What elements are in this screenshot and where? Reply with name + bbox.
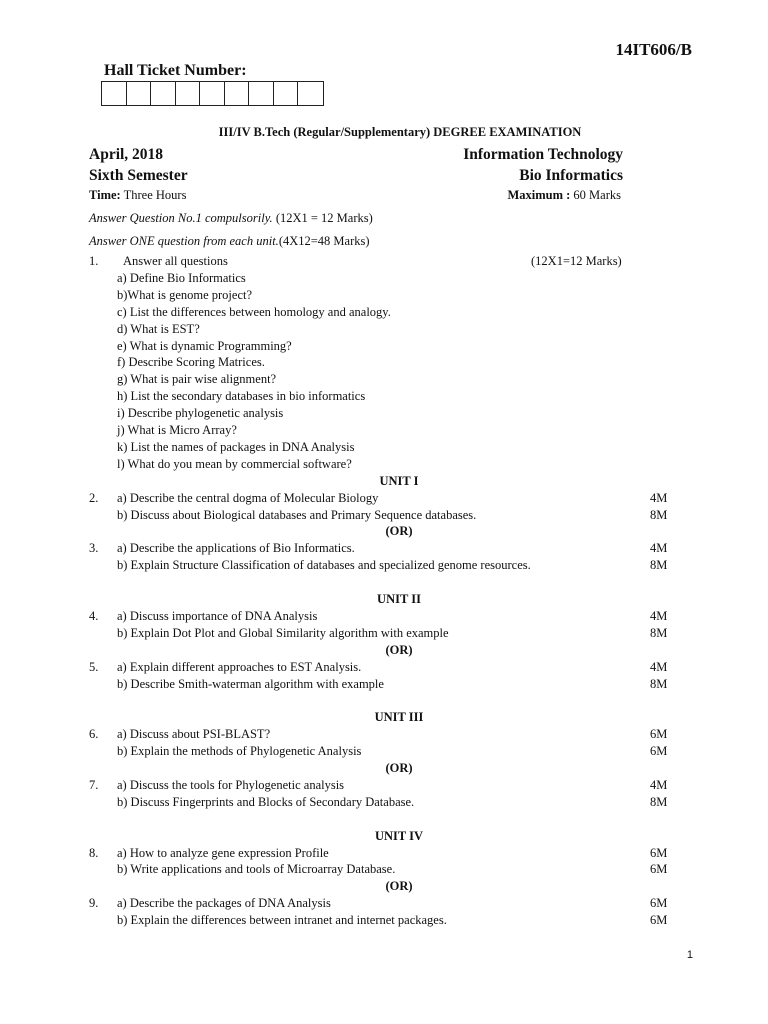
hall-ticket-label: Hall Ticket Number: xyxy=(104,62,247,79)
max-marks-line xyxy=(507,188,621,203)
question-part-row xyxy=(0,558,768,575)
question-part-text: a) Discuss the tools for Phylogenetic analysis xyxy=(117,777,345,792)
question-part-row xyxy=(0,913,768,930)
question-part-text: a) Discuss about PSI-BLAST? xyxy=(117,727,271,742)
question-part-text: a) Describe the packages of DNA Analysis xyxy=(117,896,331,911)
question-number: 4. xyxy=(89,608,99,623)
subject-name: Bio Informatics xyxy=(519,167,623,184)
or-separator xyxy=(0,879,768,896)
question-part-row xyxy=(0,846,768,863)
hall-ticket-boxes xyxy=(101,81,324,106)
sub-question-text: i) Describe phylogenetic analysis xyxy=(117,406,284,421)
question-part-row xyxy=(0,491,768,508)
time-line xyxy=(89,188,186,203)
max-label: Maximum : xyxy=(507,188,571,202)
question-part-marks: 8M xyxy=(650,558,668,573)
ticket-box xyxy=(200,82,225,105)
unit-title: UNIT IV xyxy=(374,828,424,843)
ticket-box xyxy=(176,82,201,105)
ticket-box xyxy=(225,82,250,105)
sub-question-text: a) Define Bio Informatics xyxy=(117,270,246,285)
instruction-1: Answer Question No.1 compulsorily. (12X1 = 12 Marks) xyxy=(89,211,373,225)
or-separator xyxy=(0,761,768,778)
sub-question-text: j) What is Micro Array? xyxy=(117,423,237,437)
question-part-text: a) Discuss importance of DNA Analysis xyxy=(117,608,318,623)
unit-heading xyxy=(0,592,768,609)
unit-title: UNIT I xyxy=(379,473,419,488)
ticket-box xyxy=(298,82,323,105)
question-part-text: b) Describe Smith-waterman algorithm with example xyxy=(117,676,384,691)
question-number: 2. xyxy=(89,490,99,505)
sub-question-row xyxy=(0,440,768,457)
or-label: (OR) xyxy=(385,524,413,539)
question-part-marks: 4M xyxy=(650,490,668,505)
unit-title: UNIT III xyxy=(374,710,424,725)
question-number: 1. xyxy=(89,254,99,268)
sub-question-row xyxy=(0,457,768,474)
ticket-box xyxy=(102,82,127,105)
question-part-row xyxy=(0,677,768,694)
unit-heading xyxy=(0,829,768,846)
question-part-marks: 4M xyxy=(650,541,668,556)
semester: Sixth Semester xyxy=(89,167,188,184)
question-part-text: b) Explain the differences between intranet and internet packages. xyxy=(117,913,447,928)
question-title: Answer all questions xyxy=(123,254,228,268)
question-number: 7. xyxy=(89,777,99,792)
question-part-marks: 6M xyxy=(650,896,668,911)
question-number: 6. xyxy=(89,727,99,742)
sub-question-text: h) List the secondary databases in bio informatics xyxy=(117,389,366,404)
question-part-row xyxy=(0,508,768,525)
ticket-box xyxy=(127,82,152,105)
ticket-box xyxy=(274,82,299,105)
sub-question-row xyxy=(0,339,768,356)
question-part-marks: 8M xyxy=(650,625,668,640)
question-part-row xyxy=(0,727,768,744)
question-marks: (12X1=12 Marks) xyxy=(531,254,622,268)
question-row xyxy=(0,254,768,271)
sub-question-text: b)What is genome project? xyxy=(117,287,253,302)
question-part-text: b) Discuss about Biological databases and Primary Sequence databases. xyxy=(117,507,477,522)
question-number: 8. xyxy=(89,845,99,860)
question-part-row xyxy=(0,795,768,812)
question-part-marks: 6M xyxy=(650,913,668,928)
sub-question-text: e) What is dynamic Programming? xyxy=(117,338,292,353)
question-part-marks: 6M xyxy=(650,862,668,877)
question-part-marks: 6M xyxy=(650,845,668,860)
question-part-row xyxy=(0,778,768,795)
sub-question-text: l) What do you mean by commercial software? xyxy=(117,456,352,471)
question-part-text: a) Describe the central dogma of Molecular Biology xyxy=(117,490,379,505)
or-label: (OR) xyxy=(385,879,413,894)
question-part-marks: 6M xyxy=(650,727,668,742)
sub-question-text: c) List the differences between homology and analogy. xyxy=(117,304,391,319)
question-part-row xyxy=(0,862,768,879)
paper-code: 14IT606/B xyxy=(615,40,692,59)
instruction-2: Answer ONE question from each unit.(4X12=48 Marks) xyxy=(89,234,370,248)
sub-question-row xyxy=(0,406,768,423)
sub-question-row xyxy=(0,372,768,389)
time-value: Three Hours xyxy=(120,188,187,202)
time-label: Time: xyxy=(89,188,121,202)
question-part-row xyxy=(0,744,768,761)
exam-date: April, 2018 xyxy=(89,146,164,163)
exam-title: III/IV B.Tech (Regular/Supplementary) DEGREE EXAMINATION xyxy=(218,125,582,139)
question-part-marks: 4M xyxy=(650,659,668,674)
question-part-marks: 8M xyxy=(650,676,668,691)
max-value: 60 Marks xyxy=(570,188,621,202)
or-separator xyxy=(0,524,768,541)
question-number: 3. xyxy=(89,541,99,556)
question-part-row xyxy=(0,626,768,643)
question-number: 5. xyxy=(89,659,99,674)
question-part-text: a) Describe the applications of Bio Informatics. xyxy=(117,541,355,556)
branch-name: Information Technology xyxy=(463,146,623,163)
question-part-text: b) Explain Dot Plot and Global Similarity algorithm with example xyxy=(117,625,449,640)
sub-question-row xyxy=(0,305,768,322)
sub-question-row xyxy=(0,389,768,406)
or-label: (OR) xyxy=(385,642,413,657)
ticket-box xyxy=(151,82,176,105)
question-part-marks: 8M xyxy=(650,794,668,809)
question-part-text: b) Write applications and tools of Microarray Database. xyxy=(117,862,396,877)
question-part-text: b) Explain the methods of Phylogenetic Analysis xyxy=(117,744,362,759)
unit-heading xyxy=(0,710,768,727)
question-part-marks: 4M xyxy=(650,777,668,792)
or-label: (OR) xyxy=(385,761,413,775)
sub-question-row xyxy=(0,271,768,288)
unit-heading xyxy=(0,474,768,491)
sub-question-row xyxy=(0,355,768,372)
question-number: 9. xyxy=(89,896,99,911)
question-part-text: b) Discuss Fingerprints and Blocks of Secondary Database. xyxy=(117,794,415,809)
question-part-row xyxy=(0,541,768,558)
sub-question-text: d) What is EST? xyxy=(117,321,200,336)
question-part-marks: 4M xyxy=(650,608,668,623)
sub-question-row xyxy=(0,423,768,440)
question-part-row xyxy=(0,896,768,913)
question-part-text: a) How to analyze gene expression Profile xyxy=(117,845,329,860)
question-part-marks: 6M xyxy=(650,744,668,759)
question-part-text: b) Explain Structure Classification of databases and specialized genome resources. xyxy=(117,558,531,573)
page-number: 1 xyxy=(686,949,693,961)
sub-question-row xyxy=(0,322,768,339)
sub-question-text: k) List the names of packages in DNA Analysis xyxy=(117,439,355,454)
sub-question-row xyxy=(0,288,768,305)
ticket-box xyxy=(249,82,274,105)
sub-question-text: f) Describe Scoring Matrices. xyxy=(117,355,265,370)
unit-title: UNIT II xyxy=(377,592,421,606)
sub-question-text: g) What is pair wise alignment? xyxy=(117,372,277,387)
question-part-row xyxy=(0,609,768,626)
question-part-text: a) Explain different approaches to EST Analysis. xyxy=(117,659,362,674)
question-part-marks: 8M xyxy=(650,507,668,522)
question-part-row xyxy=(0,660,768,677)
or-separator xyxy=(0,643,768,660)
